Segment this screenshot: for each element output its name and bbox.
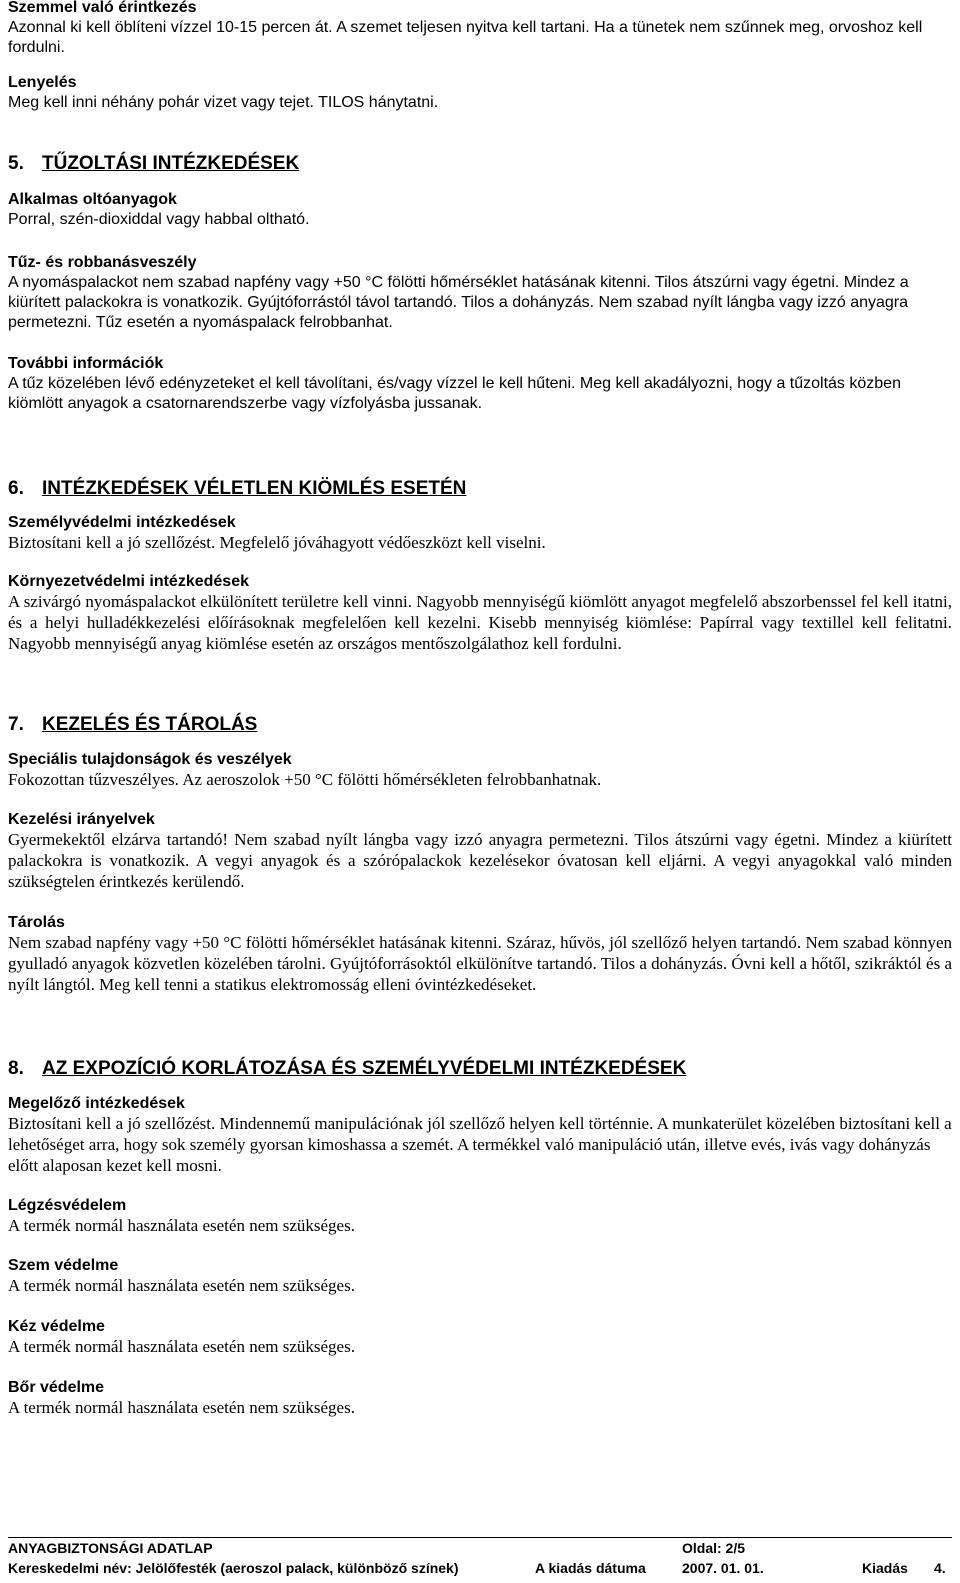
respiratory-protection-heading: Légzésvédelem xyxy=(8,1197,127,1214)
preventive-measures-heading: Megelőző intézkedések xyxy=(8,1095,185,1112)
environmental-precautions-text: A szivárgó nyomáspalackot elkülönített területre kell vinni. Nagyobb mennyiségű kiömlött anyagot megfelelő abszorbenssel fel kell itatni, és a helyi hulladékkezelési előírásoknak megfelelően kell kezelni. Kisebb mennyiség kiömlése: Papírral vagy textillel kell felitatni. Nagyobb mennyiségű anyag kiömlése esetén az országos mentőszolgálathoz kell fordulni. xyxy=(8,592,952,653)
trade-name: Kereskedelmi név: Jelölőfesték (aeroszol palack, különböző színek) xyxy=(8,1560,459,1576)
further-info-heading: További információk xyxy=(8,355,164,372)
section-title: KEZELÉS ÉS TÁROLÁS xyxy=(42,714,258,735)
section-number: 5. xyxy=(8,153,24,174)
issue-label: Kiadás xyxy=(862,1560,908,1576)
fire-hazard-text: A nyomáspalackot nem szabad napfény vagy +50 °C fölötti hőmérséklet hatásának kitenni. Tilos átszúrni vagy égetni. Mindez a kiürített palackokra is vonatkozik. Gyújtóforrástól távol tartandó. Tilos a dohányzás. Nem szabad nyílt lángba vagy izzó anyagra permetezni. Tűz esetén a nyomáspalack felrobbanhat. xyxy=(8,274,909,331)
storage-heading: Tárolás xyxy=(8,914,65,931)
personal-precautions-text: Biztosítani kell a jó szellőzést. Megfelelő jóváhagyott védőeszközt kell viselni. xyxy=(8,533,546,552)
storage-text: Nem szabad napfény vagy +50 °C fölötti hőmérséklet hatásának kitenni. Száraz, hűvös, jól szellőző helyen tartandó. Nem szabad könnyen gyulladó anyagok közvetlen közelében tárolni. Gyújtóforrásoktól elkülönítve tartandó. Tilos a dohányzás. Óvni kell a hőtől, szikráktól és a nyílt lángtól. Meg kell tenni a statikus elektromosság elleni óvintézkedéseket. xyxy=(8,933,952,994)
ingestion-heading: Lenyelés xyxy=(8,74,77,91)
preventive-measures-text: Biztosítani kell a jó szellőzést. Mindennemű manipulációnak jól szellőző helyen kell történnie. A munkaterület közelében biztosítani kell a lehetőséget arra, hogy sok személy gyorsan kimoshassa a szemét. A termékkel való manipuláció után, illetve evés, ivás vagy dohányzás előtt alaposan kezet kell mosni. xyxy=(8,1114,952,1175)
special-properties-text: Fokozottan tűzveszélyes. Az aeroszolok +50 °C fölötti hőmérsékleten felrobbanhatnak. xyxy=(8,770,602,789)
section-5-heading xyxy=(8,152,299,176)
eye-contact-text: Azonnal ki kell öblíteni vízzel 10-15 percen át. A szemet teljesen nyitva kell tartani. Ha a tünetek nem szűnnek meg, orvoshoz kell fordulni. xyxy=(8,19,923,56)
extinguishing-media-text: Porral, szén-dioxiddal vagy habbal oltható. xyxy=(8,211,310,228)
skin-protection-text: A termék normál használata esetén nem szükséges. xyxy=(8,1398,355,1417)
issue-date: 2007. 01. 01. xyxy=(682,1560,764,1576)
section-title: AZ EXPOZÍCIÓ KORLÁTOZÁSA ÉS SZEMÉLYVÉDELMI INTÉZKEDÉSEK xyxy=(42,1058,687,1079)
page-number: Oldal: 2/5 xyxy=(682,1540,746,1556)
section-8-heading xyxy=(8,1057,686,1081)
eye-protection-heading: Szem védelme xyxy=(8,1257,119,1274)
section-7-heading xyxy=(8,713,257,737)
fire-hazard-heading: Tűz- és robbanásveszély xyxy=(8,254,197,271)
issue-date-label: A kiadás dátuma xyxy=(535,1560,646,1576)
section-number: 8. xyxy=(8,1058,24,1079)
special-properties-heading: Speciális tulajdonságok és veszélyek xyxy=(8,751,292,768)
further-info-text: A tűz közelében lévő edényzeteket el kell távolítani, és/vagy vízzel le kell hűteni. Meg kell akadályozni, hogy a tűzoltás közben kiömlött anyagok a csatornarendszerbe vagy vízfolyásba jussanak. xyxy=(8,375,901,412)
page-footer xyxy=(8,1537,952,1578)
document-title: ANYAGBIZTONSÁGI ADATLAP xyxy=(8,1540,213,1556)
respiratory-protection-text: A termék normál használata esetén nem szükséges. xyxy=(8,1216,355,1235)
hand-protection-text: A termék normál használata esetén nem szükséges. xyxy=(8,1337,355,1356)
section-title: INTÉZKEDÉSEK VÉLETLEN KIÖMLÉS ESETÉN xyxy=(42,478,467,499)
eye-protection-text: A termék normál használata esetén nem szükséges. xyxy=(8,1276,355,1295)
section-number: 6. xyxy=(8,478,24,499)
handling-heading: Kezelési irányelvek xyxy=(8,811,155,828)
skin-protection-heading: Bőr védelme xyxy=(8,1379,105,1396)
issue-number: 4. xyxy=(934,1560,946,1576)
extinguishing-media-heading: Alkalmas oltóanyagok xyxy=(8,191,177,208)
section-title: TŰZOLTÁSI INTÉZKEDÉSEK xyxy=(42,153,300,174)
section-6-heading xyxy=(8,477,466,501)
environmental-precautions-heading: Környezetvédelmi intézkedések xyxy=(8,573,249,590)
handling-text: Gyermekektől elzárva tartandó! Nem szabad nyílt lángba vagy izzó anyagra permetezni. Tilos átszúrni vagy égetni. Mindez a kiürített palackokra is vonatkozik. A vegyi anyagok és a szórópalackok kezelésekor óvatosan kell eljárni. A vegyi anyagokkal való minden szükségtelen érintkezés kerülendő. xyxy=(8,830,952,891)
hand-protection-heading: Kéz védelme xyxy=(8,1318,105,1335)
section-number: 7. xyxy=(8,714,24,735)
ingestion-text: Meg kell inni néhány pohár vizet vagy tejet. TILOS hánytatni. xyxy=(8,94,439,111)
personal-precautions-heading: Személyvédelmi intézkedések xyxy=(8,514,236,531)
eye-contact-heading: Szemmel való érintkezés xyxy=(8,0,197,16)
